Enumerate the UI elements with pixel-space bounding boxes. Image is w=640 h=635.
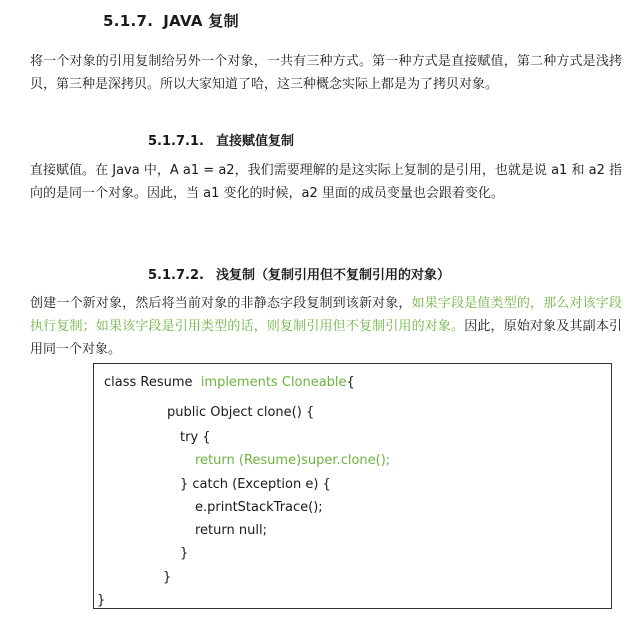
code-line-10: } [97,593,106,608]
subsection-title: 浅复制（复制引用但不复制引用的对象） [216,268,451,283]
section-number: 5.1.7. [103,12,154,30]
section-heading [103,10,239,31]
code-token: class Resume [104,375,201,390]
code-line-8: } [180,546,189,561]
intro-paragraph: 将一个对象的引用复制给另外一个对象，一共有三种方式。第一种方式是直接赋值，第二种方式是浅拷贝，第三种是深拷贝。所以大家知道了哈，这三种概念实际上都是为了拷贝对象。 [30,54,622,92]
section-title: JAVA 复制 [163,12,239,30]
code-line-9: } [163,570,172,585]
code-block [93,363,612,609]
code-line-2: public Object clone() { [167,405,315,420]
shallow-copy-paragraph [30,292,622,361]
code-line-3: try { [180,430,211,445]
code-line-7: return null; [195,523,267,538]
direct-assignment-paragraph: 直接赋值。在 Java 中，A a1 = a2，我们需要理解的是这实际上复制的是引用，也就是说 a1 和 a2 指向的是同一个对象。因此，当 a1 变化的时候，a2 里面的成员变量也会跟着变化。 [30,163,622,201]
code-line-1 [104,375,355,391]
subsection-number: 5.1.7.2. [148,268,204,283]
shallow-copy-text: 创建一个新对象，然后将当前对象的非静态字段复制到该新对象， [30,296,412,311]
subsection-heading-shallow [148,264,450,283]
subsection-title: 直接赋值复制 [216,134,295,149]
code-token: { [346,375,355,390]
subsection-number: 5.1.7.1. [148,134,204,149]
code-line-6: e.printStackTrace(); [195,500,323,515]
code-line-5: } catch (Exception e) { [180,477,331,492]
code-line-4: return (Resume)super.clone(); [195,453,391,468]
shallow-copy-text-end: 因此，原始对象及其副本引用同一个对象。 [30,319,622,357]
code-token-keyword: implements Cloneable [200,375,347,390]
shallow-copy-highlight: 如果字段是值类型的，那么对该字段执行复制；如果该字段是引用类型的话，则复制引用但不复制引用的对象。 [30,296,622,334]
subsection-heading-direct [148,130,294,149]
